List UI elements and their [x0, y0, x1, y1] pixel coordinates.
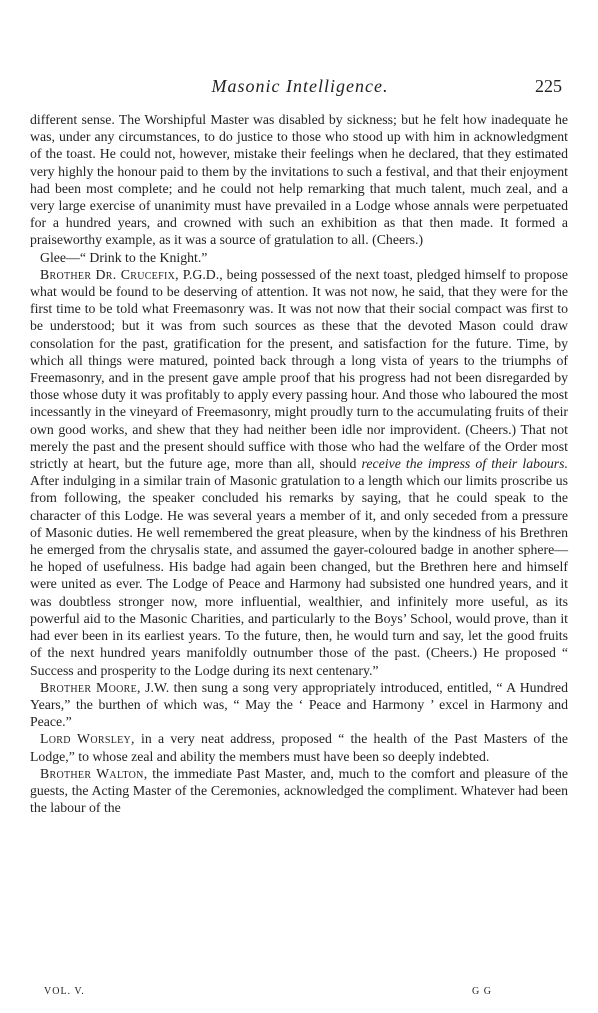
italic-phrase: receive the impress of their labours. [361, 456, 568, 472]
volume-label: VOL. V. [44, 986, 85, 997]
paragraph-crucefix [30, 266, 568, 679]
paragraph-worsley [30, 730, 568, 764]
speaker-name: Lord Worsley, [40, 731, 135, 747]
paragraph-text: in a very neat address, proposed “ the health of the Past Masters of the Lodge,” to whose zeal and ability the members must have been so deeply indebted. [30, 731, 568, 764]
paragraph-text: Glee—“ Drink to the Knight.” [40, 249, 208, 265]
paragraph-continuation [30, 111, 568, 249]
speaker-name: Brother Walton, [40, 765, 148, 781]
running-title: Masonic Intelligence. [211, 76, 389, 96]
article-body [30, 111, 568, 816]
page-number: 225 [535, 76, 562, 96]
paragraph-glee [30, 249, 568, 266]
paragraph-text: J.W. then sung a song very appropriately introduced, entitled, “ A Hundred Years,” the burthen of which was, “ May the ‘ Peace and Harmony ’ excel in Harmony and Peace.” [30, 679, 568, 730]
paragraph-walton [30, 765, 568, 817]
paragraph-text: different sense. The Worshipful Master was disabled by sickness; but he felt how inadequate he was, under any circumstances, to do justice to those who stood up with him in acknowledgment of the toast. He could not, however, mistake their feelings when he declared, that they estimated very highly the honour paid to them by the invitations to such a festival, and that their enjoyment had been most complete; and he could not help remarking that much talent, much zeal, and a very large exercise of unanimity must have prevailed in a Lodge whose annals were perpetuated for a hundred years, and crowned with such an exhibition as that then made. It formed a praiseworthy example, as it was a source of gratulation to all. (Cheers.) [30, 112, 568, 248]
running-head [0, 76, 598, 98]
speaker-name: Brother Dr. Crucefix, [40, 266, 179, 282]
paragraph-text: the immediate Past Master, and, much to the comfort and pleasure of the guests, the Acting Master of the Ceremonies, acknowledged the compliment. Whatever had been the labour of the [30, 765, 568, 816]
page-footer [0, 986, 598, 1000]
paragraph-text: P.G.D., being possessed of the next toast, pledged himself to propose what would be found to be deserving of attention. It was not now, he said, that they were for the first time to be told what Freemasonry was. It was not now that their social compact was first to be understood; but it was from such sources as these that the devoted Mason could draw consolation for the past, gratification for the present, and satisfaction for the future. Time, by which all things were matured, pointed back through a long vista of years to the triumphs of Freemasonry, and in the present gave ample proof that his progress had not been disregarded by those whose duty it was profitably to apply every passing hour. And those who laboured the most incessantly in the vineyard of Freemasonry, might proudly turn to the accumulating fruits of their own good works, and shew that they had neither been idle nor improvident. (Cheers.) That not merely the past and the present should suffice with those who had the welfare of the Order most strictly at heart, but the future age, more than all, should [30, 266, 568, 472]
paragraph-text: After indulging in a similar train of Masonic gratulation to a length which our limits proscribe us from following, the speaker concluded his remarks by saying, that he could speak to the character of this Lodge. He was several years a member of it, and only seceded from a pressure of Masonic duties. He well remembered the great pleasure, when by the kindness of his Brethren he emerged from the chrysalis state, and assumed the gayer-coloured badge in another sphere—he hoped of usefulness. His badge had again been changed, but the Brethren here and himself were united as ever. The Lodge of Peace and Harmony had subsisted one hundred years, and it was doubtless stronger now, more influential, wealthier, and infinitely more useful, as its powerful aid to the Masonic Charities, and particularly to the Boys’ School, would prove, than it had ever been in its earliest years. To the future, then, he would turn and say, let the good fruits of the next hundred years manifoldly outnumber those of the past. (Cheers.) He proposed “ Success and prosperity to the Lodge during its next centenary.” [30, 473, 568, 678]
speaker-name: Brother Moore, [40, 679, 141, 695]
signature-mark: G G [472, 986, 492, 997]
paragraph-moore [30, 679, 568, 731]
